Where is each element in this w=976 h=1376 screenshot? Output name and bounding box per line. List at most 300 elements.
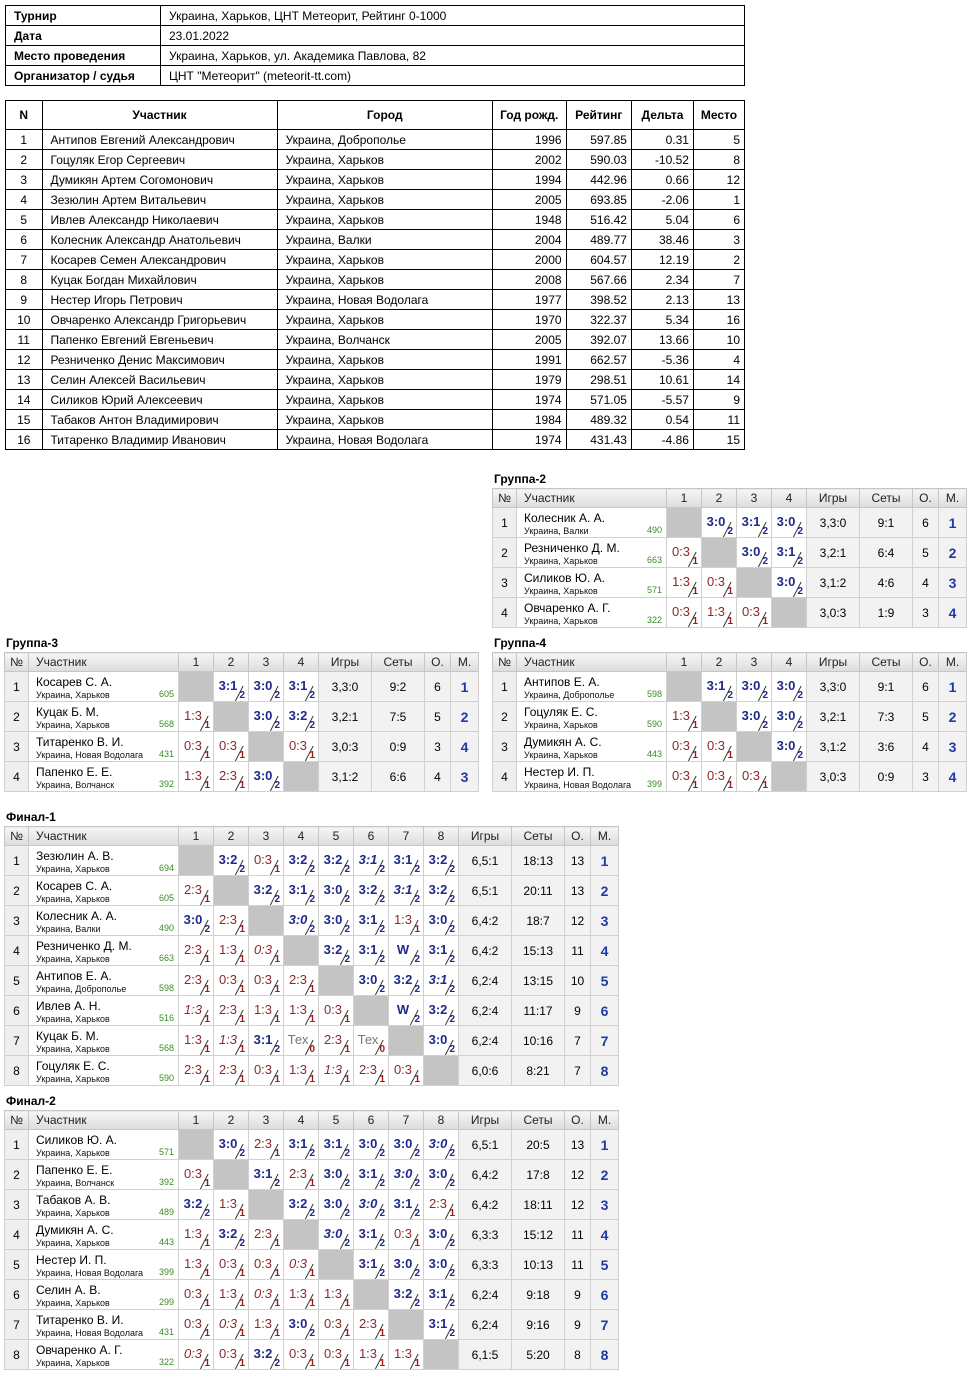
match-score: 3:0: [323, 882, 343, 897]
match-result-cell: [179, 936, 214, 966]
match-score: 0:3: [671, 544, 691, 559]
participant-cell: Селин Алексей Васильевич: [42, 370, 277, 390]
match-result: [214, 906, 248, 935]
match-result: [702, 672, 736, 701]
player-games: 3,3:0: [319, 672, 372, 702]
match-points: 1: [239, 924, 245, 935]
match-result-cell: [214, 1056, 249, 1086]
match-points: 1: [762, 780, 768, 791]
match-result: [249, 1026, 283, 1055]
match-result-cell: [249, 1280, 284, 1310]
col-header-opponent: 3: [737, 489, 772, 508]
player-city: Украина, Харьков: [36, 1298, 110, 1308]
match-score: 3:0: [428, 1226, 448, 1241]
match-score: 3:2: [323, 852, 343, 867]
player-games: 6,5:1: [459, 846, 512, 876]
match-score: 0:3: [218, 1346, 238, 1361]
match-score: 3:0: [323, 912, 343, 927]
player-index: 4: [5, 762, 29, 792]
match-result-cell: [667, 538, 702, 568]
match-result: [179, 702, 213, 731]
final-2-wrap: [4, 1110, 619, 1370]
match-result-cell: [424, 936, 459, 966]
self-match-cell: [772, 762, 807, 792]
match-score: 2:3: [183, 942, 203, 957]
player-points: 12: [565, 906, 591, 936]
player-index: 6: [5, 996, 29, 1026]
match-result: [772, 672, 806, 701]
match-result: [284, 1340, 318, 1369]
match-result-cell: [249, 936, 284, 966]
match-result: [389, 906, 423, 935]
participant-cell: Украина, Харьков: [277, 250, 492, 270]
player-row: [5, 966, 619, 996]
round-robin-header-row: [5, 1111, 619, 1130]
match-result-cell: [214, 762, 249, 792]
match-result-cell: [424, 1250, 459, 1280]
player-sets: 13:15: [512, 966, 565, 996]
col-header-opponent: 1: [667, 489, 702, 508]
player-sets: 9:2: [372, 672, 425, 702]
player-city: Украина, Харьков: [36, 1148, 110, 1158]
participant-cell: Куцак Богдан Михайлович: [42, 270, 277, 290]
participant-cell: 567.66: [566, 270, 631, 290]
participant-cell: 604.57: [566, 250, 631, 270]
match-result: [179, 966, 213, 995]
match-result: [319, 996, 353, 1025]
match-score: 3:0: [741, 708, 761, 723]
player-name: Овчаренко А. Г.: [36, 1343, 123, 1357]
match-points: 2: [274, 720, 280, 731]
match-result: [389, 1220, 423, 1249]
player-index: 2: [5, 702, 29, 732]
match-result: [702, 568, 736, 597]
participant-cell: 3: [6, 170, 43, 190]
player-index: 4: [5, 936, 29, 966]
participant-cell: 1979: [492, 370, 566, 390]
col-header-opponent: 4: [284, 653, 319, 672]
col-header-opponent: 8: [424, 827, 459, 846]
match-result-cell: [249, 996, 284, 1026]
player-cell: [29, 1220, 179, 1250]
col-header-opponent: 1: [179, 653, 214, 672]
player-name: Думикян А. С.: [524, 735, 602, 749]
match-score: 1:3: [218, 1286, 238, 1301]
player-name: Куцак Б. М.: [36, 705, 99, 719]
participant-cell: 2.13: [631, 290, 693, 310]
match-score: 1:3: [288, 1002, 308, 1017]
player-cell: [29, 1280, 179, 1310]
match-score: Тех: [357, 1032, 379, 1047]
match-result-cell: [424, 1026, 459, 1056]
player-points: 12: [565, 1160, 591, 1190]
match-score: 3:1: [393, 852, 413, 867]
match-points: 2: [414, 1014, 420, 1025]
participant-cell: -5.57: [631, 390, 693, 410]
match-score: 3:0: [706, 514, 726, 529]
match-points: 2: [414, 954, 420, 965]
match-points: 2: [449, 1328, 455, 1339]
participant-cell: 662.57: [566, 350, 631, 370]
match-score: 3:1: [428, 1316, 448, 1331]
match-score: 3:2: [323, 942, 343, 957]
player-row: [5, 1250, 619, 1280]
player-cell: [517, 672, 667, 702]
player-row: [493, 568, 967, 598]
player-block: [29, 1056, 178, 1085]
participant-cell: 12: [6, 350, 43, 370]
player-games: 3,0:3: [319, 732, 372, 762]
match-points: 2: [379, 954, 385, 965]
player-games: 3,3:0: [807, 672, 860, 702]
participant-cell: Украина, Валки: [277, 230, 492, 250]
match-score: 3:0: [741, 678, 761, 693]
match-result: [737, 538, 771, 567]
match-result: [214, 1340, 248, 1369]
player-points: 3: [913, 598, 939, 628]
participant-cell: 10: [6, 310, 43, 330]
match-points: 1: [239, 954, 245, 965]
info-row: [6, 66, 745, 86]
match-score: 0:3: [288, 1346, 308, 1361]
participants-header-row: [6, 101, 745, 130]
match-score: 3:2: [358, 882, 378, 897]
match-result-cell: [284, 1190, 319, 1220]
player-rating: 571: [646, 585, 662, 595]
match-result: [354, 846, 388, 875]
final-1-title: Финал-1: [6, 810, 56, 824]
match-result: [319, 1310, 353, 1339]
player-block: [29, 1160, 178, 1189]
match-result-cell: [249, 846, 284, 876]
self-match-cell: [319, 1250, 354, 1280]
player-city: Украина, Волчанск: [36, 1178, 115, 1188]
player-place: 2: [591, 1160, 619, 1190]
match-result: [179, 1340, 213, 1369]
player-sets: 0:9: [860, 762, 913, 792]
self-match-cell: [179, 672, 214, 702]
player-index: 2: [5, 876, 29, 906]
match-result-cell: [702, 762, 737, 792]
participants-col-header: Дельта: [631, 101, 693, 130]
player-place: 7: [591, 1026, 619, 1056]
participant-cell: 4: [6, 190, 43, 210]
player-points: 13: [565, 1130, 591, 1160]
col-header-opponent: 1: [179, 827, 214, 846]
player-place: 2: [939, 702, 967, 732]
match-points: 1: [239, 1298, 245, 1309]
player-index: 2: [493, 538, 517, 568]
match-points: 0: [309, 1044, 315, 1055]
self-match-cell: [249, 906, 284, 936]
match-points: 1: [309, 750, 315, 761]
player-block: [29, 876, 178, 905]
match-result-cell: [354, 1130, 389, 1160]
match-result: [737, 598, 771, 627]
player-block: [29, 672, 178, 701]
col-header-opponent: 3: [249, 827, 284, 846]
match-result: [284, 732, 318, 761]
match-result-cell: [284, 996, 319, 1026]
player-games: 6,3:3: [459, 1250, 512, 1280]
col-header-opponent: 1: [667, 653, 702, 672]
match-points: 2: [379, 1148, 385, 1159]
match-score: 3:0: [428, 1136, 448, 1151]
match-result: [772, 508, 806, 537]
player-sets: 18:7: [512, 906, 565, 936]
match-result-cell: [179, 876, 214, 906]
match-score: 3:0: [428, 1032, 448, 1047]
match-score: 0:3: [218, 1256, 238, 1271]
match-result: [389, 1190, 423, 1219]
match-points: 2: [414, 1178, 420, 1189]
match-result-cell: [772, 568, 807, 598]
player-cell: [29, 1026, 179, 1056]
player-sets: 9:1: [860, 508, 913, 538]
participant-cell: 1970: [492, 310, 566, 330]
player-rating: 399: [158, 1267, 174, 1277]
match-points: 1: [344, 1074, 350, 1085]
match-points: 2: [344, 1148, 350, 1159]
tournament-info-table: [5, 5, 745, 86]
player-sets: 7:3: [860, 702, 913, 732]
match-score: 3:0: [393, 1256, 413, 1271]
player-sets: 18:11: [512, 1190, 565, 1220]
match-score: 1:3: [183, 1032, 203, 1047]
match-result: [319, 1340, 353, 1369]
self-match-cell: [772, 598, 807, 628]
player-cell: [29, 1160, 179, 1190]
col-header-sets: Сеты: [860, 489, 913, 508]
player-rating: 663: [158, 953, 174, 963]
participant-cell: 2004: [492, 230, 566, 250]
match-result-cell: [249, 672, 284, 702]
match-score: 3:2: [253, 882, 273, 897]
player-cell: [29, 1310, 179, 1340]
match-result-cell: [249, 702, 284, 732]
match-points: 1: [692, 616, 698, 627]
match-result-cell: [179, 1280, 214, 1310]
match-score: 3:2: [218, 852, 238, 867]
player-index: 4: [493, 762, 517, 792]
match-result-cell: [354, 936, 389, 966]
match-points: 2: [379, 924, 385, 935]
participant-cell: 2.34: [631, 270, 693, 290]
col-header-points: О.: [913, 489, 939, 508]
match-points: 2: [727, 690, 733, 701]
group-3-title: Группа-3: [6, 636, 59, 650]
match-score: 3:2: [428, 882, 448, 897]
col-header-opponent: 2: [214, 653, 249, 672]
match-points: 2: [239, 690, 245, 701]
participant-cell: Украина, Доброполье: [277, 130, 492, 150]
match-result: [214, 1250, 248, 1279]
player-sets: 9:16: [512, 1310, 565, 1340]
match-result-cell: [179, 1056, 214, 1086]
match-result: [319, 1190, 353, 1219]
participant-cell: 5: [6, 210, 43, 230]
match-result-cell: [424, 966, 459, 996]
participant-cell: 16: [6, 430, 43, 450]
participant-cell: 14: [693, 370, 744, 390]
match-points: 1: [239, 1268, 245, 1279]
col-header-opponent: 6: [354, 827, 389, 846]
col-header-games: Игры: [807, 489, 860, 508]
match-result-cell: [702, 568, 737, 598]
match-result: [389, 876, 423, 905]
participant-cell: 2005: [492, 330, 566, 350]
col-header-opponent: 2: [214, 827, 249, 846]
player-place: 6: [591, 996, 619, 1026]
match-result-cell: [249, 1056, 284, 1086]
player-games: 6,2:4: [459, 996, 512, 1026]
match-points: 2: [379, 1238, 385, 1249]
player-block: [29, 732, 178, 761]
match-result: [424, 1280, 458, 1309]
match-points: 1: [204, 780, 210, 791]
match-points: 2: [379, 984, 385, 995]
match-result-cell: [424, 1190, 459, 1220]
match-result: [284, 966, 318, 995]
player-city: Украина, Харьков: [36, 1358, 110, 1368]
match-score: 0:3: [706, 768, 726, 783]
match-points: 1: [309, 1074, 315, 1085]
player-place: 4: [939, 598, 967, 628]
player-row: [5, 906, 619, 936]
player-rating: 489: [158, 1207, 174, 1217]
participant-cell: 1974: [492, 430, 566, 450]
match-points: 1: [204, 1268, 210, 1279]
match-score: 3:0: [253, 708, 273, 723]
match-score: 1:3: [253, 1002, 273, 1017]
match-result: [284, 846, 318, 875]
match-points: 1: [239, 1208, 245, 1219]
match-result-cell: [319, 1190, 354, 1220]
match-result-cell: [214, 936, 249, 966]
match-points: 2: [797, 690, 803, 701]
match-points: 2: [727, 526, 733, 537]
player-index: 6: [5, 1280, 29, 1310]
match-result: [389, 996, 423, 1025]
player-place: 3: [591, 1190, 619, 1220]
self-match-cell: [179, 1130, 214, 1160]
match-score: 0:3: [183, 738, 203, 753]
match-result-cell: [249, 1026, 284, 1056]
match-result-cell: [424, 876, 459, 906]
participant-cell: 15: [693, 430, 744, 450]
player-block: [517, 732, 666, 761]
round-robin-table: [492, 488, 967, 628]
player-games: 6,2:4: [459, 966, 512, 996]
player-points: 4: [425, 762, 451, 792]
match-result-cell: [179, 702, 214, 732]
match-points: 1: [274, 1148, 280, 1159]
player-city: Украина, Доброполье: [524, 690, 615, 700]
match-points: 1: [239, 1044, 245, 1055]
col-header-sets: Сеты: [512, 827, 565, 846]
player-sets: 5:20: [512, 1340, 565, 1370]
participant-row: [6, 290, 745, 310]
player-rating: 694: [158, 863, 174, 873]
match-score: W: [396, 942, 410, 957]
participant-cell: Украина, Харьков: [277, 270, 492, 290]
match-result-cell: [179, 1190, 214, 1220]
player-name: Титаренко В. И.: [36, 735, 124, 749]
player-sets: 10:16: [512, 1026, 565, 1056]
participant-cell: Украина, Харьков: [277, 390, 492, 410]
participant-row: [6, 210, 745, 230]
match-result: [702, 762, 736, 791]
player-city: Украина, Харьков: [36, 1044, 110, 1054]
participant-row: [6, 150, 745, 170]
participant-cell: 442.96: [566, 170, 631, 190]
player-index: 1: [493, 672, 517, 702]
participant-cell: Табаков Антон Владимирович: [42, 410, 277, 430]
participant-cell: Папенко Евгений Евгеньевич: [42, 330, 277, 350]
match-result-cell: [179, 1250, 214, 1280]
self-match-cell: [702, 702, 737, 732]
player-rating: 605: [158, 893, 174, 903]
match-points: 1: [727, 616, 733, 627]
participant-cell: 14: [6, 390, 43, 410]
match-result: [389, 1250, 423, 1279]
player-block: [517, 598, 666, 627]
match-result: [424, 1190, 458, 1219]
match-points: 1: [692, 750, 698, 761]
match-result-cell: [389, 1056, 424, 1086]
match-result: [424, 936, 458, 965]
match-points: 1: [239, 750, 245, 761]
player-city: Украина, Харьков: [36, 1238, 110, 1248]
match-score: 3:0: [323, 1196, 343, 1211]
round-robin-table: [492, 652, 967, 792]
player-points: 11: [565, 1220, 591, 1250]
player-points: 9: [565, 1310, 591, 1340]
match-score: 2:3: [288, 972, 308, 987]
player-place: 8: [591, 1056, 619, 1086]
match-score: 0:3: [288, 738, 308, 753]
match-score: 2:3: [253, 1136, 273, 1151]
match-points: 1: [204, 954, 210, 965]
match-result-cell: [354, 846, 389, 876]
match-points: 1: [727, 780, 733, 791]
player-index: 2: [5, 1160, 29, 1190]
match-score: 3:1: [253, 1166, 273, 1181]
self-match-cell: [284, 1220, 319, 1250]
participant-row: [6, 230, 745, 250]
participant-cell: 5.04: [631, 210, 693, 230]
round-robin-table: [4, 826, 619, 1086]
match-points: 2: [344, 894, 350, 905]
match-score: 0:3: [183, 1346, 203, 1361]
participant-cell: 0.54: [631, 410, 693, 430]
self-match-cell: [389, 1310, 424, 1340]
match-points: 1: [239, 1358, 245, 1369]
match-result-cell: [424, 1130, 459, 1160]
player-name: Антипов Е. А.: [524, 675, 600, 689]
match-result-cell: [667, 702, 702, 732]
player-games: 3,1:2: [807, 568, 860, 598]
match-result: [389, 1280, 423, 1309]
self-match-cell: [284, 762, 319, 792]
match-result: [179, 936, 213, 965]
player-rating: 598: [158, 983, 174, 993]
match-score: 3:1: [358, 942, 378, 957]
participants-body: [6, 130, 745, 450]
match-points: 1: [274, 864, 280, 875]
match-result: [667, 762, 701, 791]
match-result-cell: [389, 936, 424, 966]
